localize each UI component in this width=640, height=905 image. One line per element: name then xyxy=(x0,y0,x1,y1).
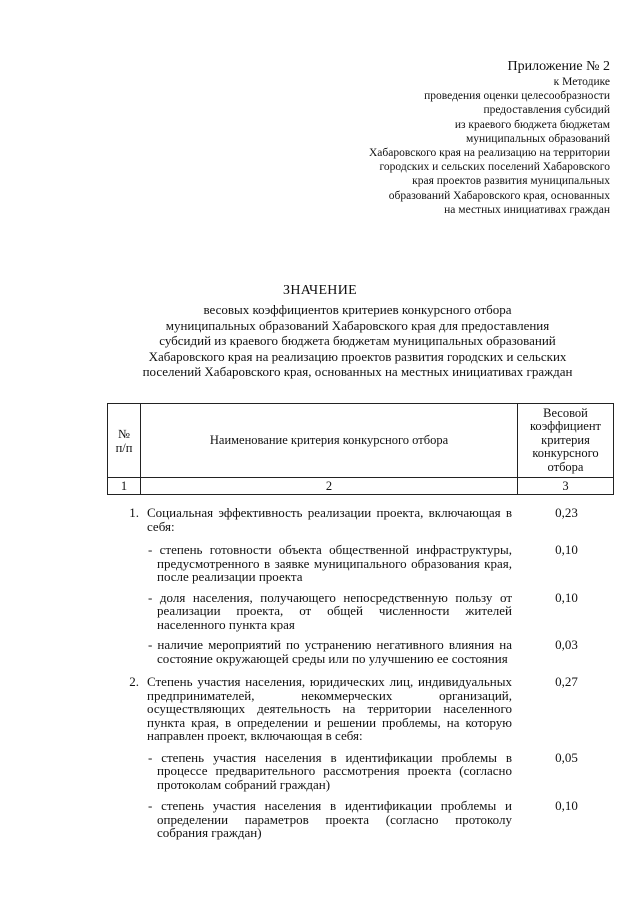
appendix-block xyxy=(310,58,610,217)
row-value: 0,03 xyxy=(555,637,578,652)
column-number: 3 xyxy=(518,478,614,495)
appendix-line: на местных инициативах граждан xyxy=(444,203,610,216)
row-value: 0,10 xyxy=(555,589,578,605)
header-num-label: № п/п xyxy=(115,426,133,455)
appendix-line: Хабаровского края на реализацию на территории xyxy=(369,147,610,160)
row-num: 1. xyxy=(129,505,139,520)
criteria-table-header xyxy=(107,403,614,495)
appendix-line: края проектов развития муниципальных xyxy=(412,175,610,188)
row-text: - наличие мероприятий по устранению негативного влияния на состояние окружающей среды или по улучшению ее состояния xyxy=(148,637,512,666)
row-text: Степень участия населения, юридических лиц, индивидуальных предпринимателей, некоммерческих организаций, осуществляющих деятельность на территории населенного пункта края, в определении и решении проблемы, на которую направлен проект, включающая в себя: xyxy=(147,674,512,743)
appendix-line: к Методике xyxy=(553,76,610,88)
row-text: - доля населения, получающего непосредственную пользу от реализации проекта, от общей численности жителей населенного пункта края xyxy=(148,589,512,632)
row-num: 2. xyxy=(129,674,139,689)
header-weight: Весовой коэффициент критерия конкурсного отбора xyxy=(518,404,614,478)
document-title: ЗНАЧЕНИЕ xyxy=(283,283,357,298)
row-value: 0,23 xyxy=(555,505,578,520)
row-value: 0,10 xyxy=(555,542,578,557)
row-text: - степень участия населения в идентификации проблемы в процессе предварительного рассмотрения проекта (согласно протоколам собраний граждан) xyxy=(148,749,512,792)
appendix-line: проведения оценки целесообразности xyxy=(424,90,610,103)
subtitle-line: муниципальных образований Хабаровского края для предоставления xyxy=(165,317,550,333)
criteria-row xyxy=(107,591,614,632)
subtitle-line: весовых коэффициентов критериев конкурсного отбора xyxy=(203,302,512,317)
row-text: - степень участия населения в идентификации проблемы и определении параметров проекта (согласно протоколу собрания граждан) xyxy=(148,798,512,840)
row-value: 0,27 xyxy=(555,674,578,689)
criteria-row xyxy=(107,506,614,533)
subtitle-line: поселений Хабаровского края, основанных на местных инициативах граждан xyxy=(142,364,573,380)
criteria-row xyxy=(107,751,614,792)
appendix-line: из краевого бюджета бюджетам xyxy=(454,118,610,131)
appendix-line: образований Хабаровского края, основанных xyxy=(388,189,610,202)
row-value: 0,05 xyxy=(555,749,578,765)
criteria-row xyxy=(107,543,614,584)
appendix-line: городских и сельских поселений Хабаровского xyxy=(379,161,610,174)
criteria-row xyxy=(107,675,614,743)
column-number: 2 xyxy=(141,478,518,495)
appendix-line: предоставления субсидий xyxy=(483,104,610,117)
criteria-row xyxy=(107,638,614,665)
row-text: - степень готовности объекта общественной инфраструктуры, предусмотренного в заявке муниципального образования края, после реализации проекта xyxy=(148,542,512,584)
criteria-list xyxy=(107,506,614,840)
header-name: Наименование критерия конкурсного отбора xyxy=(141,404,518,478)
criteria-row xyxy=(107,799,614,840)
row-value: 0,10 xyxy=(555,798,578,813)
document-subtitle xyxy=(100,302,615,380)
column-number: 1 xyxy=(108,478,141,495)
subtitle-line: Хабаровского края на реализацию проектов развития городских и сельских xyxy=(148,348,567,364)
appendix-title: Приложение № 2 xyxy=(507,59,610,74)
row-text: Социальная эффективность реализации проекта, включающая в себя: xyxy=(147,505,512,534)
subtitle-line: субсидий из краевого бюджета бюджетам муниципальных образований xyxy=(159,333,556,349)
appendix-line: муниципальных образований xyxy=(465,132,610,145)
header-num xyxy=(108,404,141,478)
